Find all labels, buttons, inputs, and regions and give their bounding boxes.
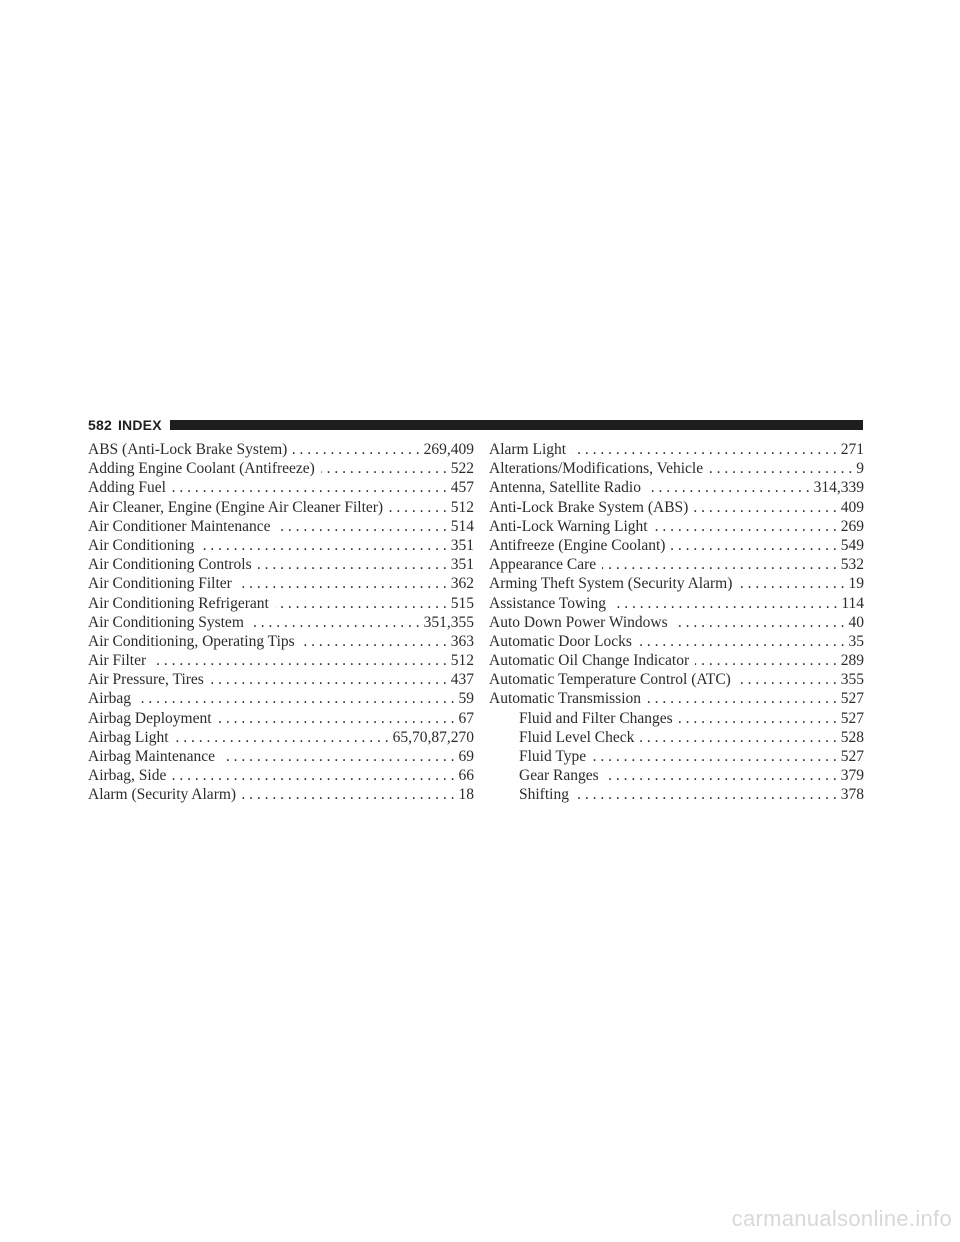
index-term: Airbag Maintenance	[88, 748, 215, 765]
index-page-ref: 69	[458, 748, 474, 765]
index-page-ref: 9	[856, 460, 864, 478]
index-term: Arming Theft System (Security Alarm)	[489, 575, 733, 593]
dot-leader	[647, 689, 837, 708]
index-page-ref: 65,70,87,270	[392, 728, 474, 746]
index-page-ref: 527	[840, 690, 864, 708]
index-term: Fluid Type	[519, 748, 587, 765]
dot-leader	[238, 574, 447, 593]
index-page-ref: 522	[450, 460, 474, 478]
index-term: Antenna, Satellite Radio	[489, 479, 641, 497]
dot-leader	[175, 728, 389, 747]
index-page-ref: 514	[450, 517, 474, 535]
index-page-ref: 355	[840, 671, 864, 689]
index-term: Air Filter	[88, 652, 147, 670]
dot-leader	[200, 536, 446, 555]
index-entry	[489, 536, 864, 555]
dot-leader	[575, 785, 837, 804]
index-page-ref: 269	[840, 517, 864, 535]
dot-leader	[321, 459, 447, 478]
dot-leader	[671, 536, 836, 555]
index-page-ref: 271	[840, 441, 864, 458]
index-page-ref: 379	[840, 767, 864, 785]
index-entry	[489, 555, 864, 574]
index-term: Air Conditioning Filter	[88, 575, 232, 593]
index-entry	[489, 517, 864, 536]
dot-leader	[695, 651, 837, 670]
index-term: Air Conditioning, Operating Tips	[88, 632, 295, 650]
index-entry	[88, 517, 474, 536]
index-entry	[88, 651, 474, 670]
index-page-ref: 527	[840, 709, 864, 727]
dot-leader	[301, 632, 447, 651]
index-page-ref: 437	[450, 671, 474, 689]
dot-leader	[221, 747, 455, 766]
index-term: Airbag, Side	[88, 767, 167, 785]
index-entry	[88, 728, 474, 747]
index-term: Alarm Light	[489, 441, 567, 458]
index-page-ref: 515	[450, 594, 474, 612]
dot-leader	[674, 613, 845, 632]
header-rule	[170, 420, 863, 430]
index-term: Alarm (Security Alarm)	[88, 786, 237, 804]
index-term: Airbag Light	[88, 728, 169, 746]
index-entry	[88, 440, 474, 459]
index-subentry	[489, 747, 864, 766]
index-entry	[88, 574, 474, 593]
index-page-ref: 528	[840, 728, 864, 746]
index-term: Air Pressure, Tires	[88, 671, 204, 689]
index-page-ref: 289	[840, 652, 864, 670]
page-number: 582	[88, 417, 112, 433]
section-title: INDEX	[117, 417, 162, 433]
index-term: Automatic Door Locks	[489, 632, 632, 650]
index-subentry	[489, 709, 864, 728]
index-page-ref: 527	[840, 748, 864, 765]
index-term: Auto Down Power Windows	[489, 613, 668, 631]
dot-leader	[152, 651, 447, 670]
index-page-ref: 549	[840, 536, 864, 554]
index-entry	[489, 594, 864, 613]
dot-leader	[389, 498, 447, 517]
index-page-ref: 363	[450, 632, 474, 650]
index-column-left	[88, 440, 474, 805]
index-entry	[88, 632, 474, 651]
index-page-ref: 269,409	[423, 441, 474, 458]
index-term: Adding Engine Coolant (Antifreeze)	[88, 460, 315, 478]
dot-leader	[602, 555, 837, 574]
index-entry	[489, 440, 864, 459]
index-subentry	[489, 766, 864, 785]
index-term: Automatic Temperature Control (ATC)	[489, 671, 731, 689]
dot-leader	[572, 440, 837, 459]
dot-leader	[654, 517, 837, 536]
dot-leader	[647, 478, 810, 497]
index-term: Fluid and Filter Changes	[519, 709, 673, 727]
index-page-ref: 378	[840, 786, 864, 804]
index-term: Air Conditioning Refrigerant	[88, 594, 269, 612]
dot-leader	[640, 728, 836, 747]
index-entry	[88, 555, 474, 574]
index-entry	[88, 785, 474, 804]
index-entry	[88, 689, 474, 708]
index-term: ABS (Anti-Lock Brake System)	[88, 441, 288, 458]
index-term: Air Cleaner, Engine (Engine Air Cleaner Filter)	[88, 498, 384, 516]
index-page-ref: 18	[458, 786, 474, 804]
dot-leader	[737, 670, 837, 689]
index-subentry	[489, 728, 864, 747]
index-page-ref: 351	[450, 556, 474, 574]
index-term: Anti-Lock Brake System (ABS)	[489, 498, 689, 516]
index-term: Appearance Care	[489, 556, 597, 574]
dot-leader	[592, 747, 837, 766]
dot-leader	[137, 689, 454, 708]
index-entry	[88, 459, 474, 478]
index-term: Anti-Lock Warning Light	[489, 517, 648, 535]
index-entry	[88, 478, 474, 497]
index-term: Adding Fuel	[88, 479, 166, 497]
dot-leader	[275, 594, 447, 613]
index-page-ref: 457	[450, 479, 474, 497]
index-entry	[88, 613, 474, 632]
index-entry	[489, 651, 864, 670]
dot-leader	[210, 670, 447, 689]
index-entry	[88, 670, 474, 689]
dot-leader	[172, 766, 454, 785]
index-page-ref: 351,355	[423, 613, 474, 631]
index-page-ref: 19	[848, 575, 864, 593]
dot-leader	[258, 555, 447, 574]
index-entry	[88, 709, 474, 728]
index-entry	[489, 574, 864, 593]
index-term: Automatic Oil Change Indicator	[489, 652, 690, 670]
index-term: Airbag	[88, 690, 132, 708]
index-term: Assistance Towing	[489, 594, 607, 612]
index-page-ref: 67	[458, 709, 474, 727]
index-term: Automatic Transmission	[489, 690, 642, 708]
index-term: Air Conditioning	[88, 536, 195, 554]
index-entry	[489, 670, 864, 689]
dot-leader	[738, 574, 844, 593]
page-header	[88, 415, 863, 435]
index-page-ref: 66	[458, 767, 474, 785]
dot-leader	[293, 440, 419, 459]
index-term: Gear Ranges	[519, 767, 599, 785]
index-term: Air Conditioning Controls	[88, 556, 252, 574]
index-entry	[88, 536, 474, 555]
index-page-ref: 114	[841, 594, 864, 612]
dot-leader	[605, 766, 837, 785]
index-entry	[88, 498, 474, 517]
dot-leader	[638, 632, 845, 651]
index-subentry	[489, 785, 864, 804]
dot-leader	[679, 709, 837, 728]
index-term: Fluid Level Check	[519, 728, 635, 746]
index-term: Airbag Deployment	[88, 709, 212, 727]
index-term: Antifreeze (Engine Coolant)	[489, 536, 666, 554]
index-page-ref: 512	[450, 652, 474, 670]
index-page-ref: 409	[840, 498, 864, 516]
dot-leader	[242, 785, 454, 804]
index-entry	[489, 689, 864, 708]
dot-leader	[694, 498, 836, 517]
index-page-ref: 40	[848, 613, 864, 631]
dot-leader	[709, 459, 852, 478]
index-term: Shifting	[519, 786, 569, 804]
index-page-ref: 59	[458, 690, 474, 708]
index-entry	[88, 766, 474, 785]
index-term: Alterations/Modifications, Vehicle	[489, 460, 704, 478]
index-page-ref: 512	[450, 498, 474, 516]
index-entry	[489, 632, 864, 651]
index-entry	[489, 459, 864, 478]
index-page-ref: 351	[450, 536, 474, 554]
index-entry	[88, 594, 474, 613]
index-entry	[88, 747, 474, 766]
index-entry	[489, 478, 864, 497]
index-column-right	[489, 440, 864, 805]
dot-leader	[172, 478, 447, 497]
index-entry	[489, 613, 864, 632]
index-page-ref: 532	[840, 556, 864, 574]
dot-leader	[250, 613, 420, 632]
index-entry	[489, 498, 864, 517]
watermark: carmanualsonline.info	[731, 1206, 952, 1231]
dot-leader	[612, 594, 837, 613]
dot-leader	[218, 709, 455, 728]
dot-leader	[277, 517, 447, 536]
index-term: Air Conditioner Maintenance	[88, 517, 271, 535]
index-page-ref: 35	[848, 632, 864, 650]
index-term: Air Conditioning System	[88, 613, 244, 631]
index-page-ref: 362	[450, 575, 474, 593]
index-page-ref: 314,339	[813, 479, 864, 497]
